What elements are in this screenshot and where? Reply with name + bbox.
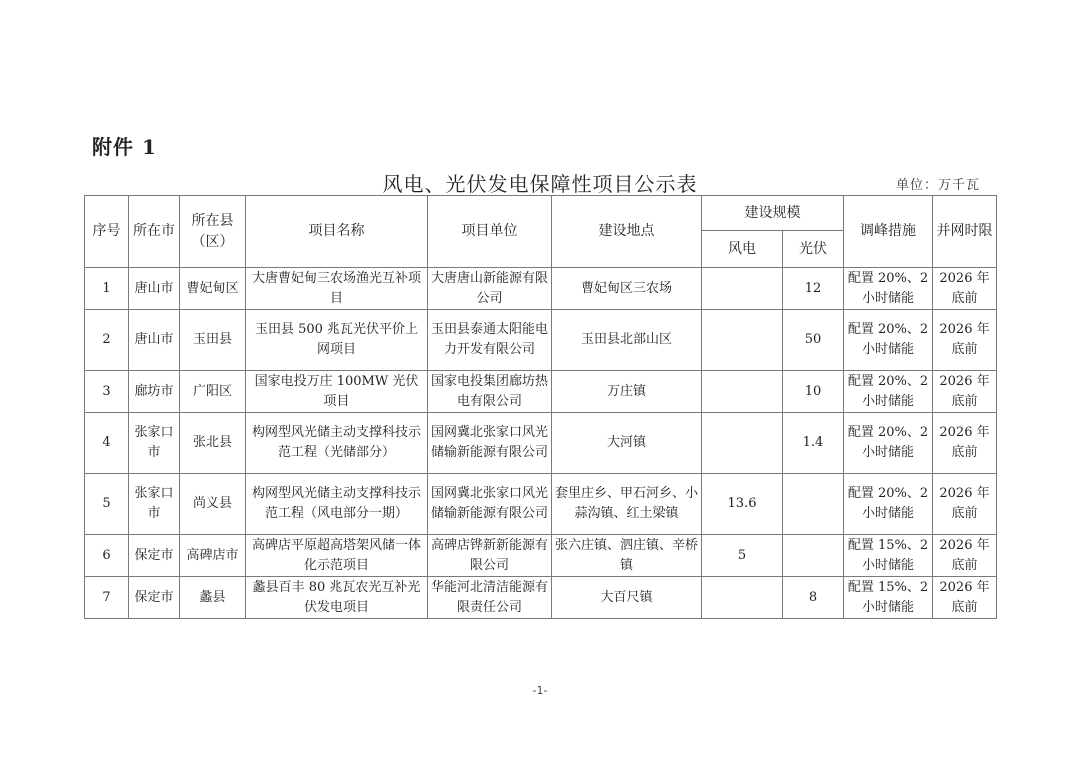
cell-city: 张家口市 (129, 413, 180, 474)
cell-peak-measures: 配置 15%、2 小时储能 (844, 535, 933, 577)
cell-county: 张北县 (180, 413, 246, 474)
table-row (85, 577, 997, 619)
cell-location: 大河镇 (552, 413, 702, 474)
table-row (85, 535, 997, 577)
cell-peak-measures: 配置 20%、2 小时储能 (844, 268, 933, 310)
table-row (85, 310, 997, 371)
header-project-name: 项目名称 (246, 196, 428, 268)
header-location: 建设地点 (552, 196, 702, 268)
cell-solar: 12 (783, 268, 844, 310)
cell-county: 蠡县 (180, 577, 246, 619)
cell-peak-measures: 配置 20%、2 小时储能 (844, 413, 933, 474)
cell-location: 大百尺镇 (552, 577, 702, 619)
header-wind: 风电 (702, 231, 783, 268)
cell-location: 曹妃甸区三农场 (552, 268, 702, 310)
table-title: 风电、光伏发电保障性项目公示表 (382, 172, 698, 196)
cell-grid-time: 2026 年底前 (933, 413, 997, 474)
cell-wind (702, 577, 783, 619)
header-company: 项目单位 (428, 196, 552, 268)
cell-seq: 1 (85, 268, 129, 310)
table-row (85, 268, 997, 310)
cell-solar: 10 (783, 371, 844, 413)
projects-table (84, 195, 997, 619)
cell-peak-measures: 配置 20%、2 小时储能 (844, 310, 933, 371)
cell-wind: 13.6 (702, 474, 783, 535)
cell-peak-measures: 配置 20%、2 小时储能 (844, 474, 933, 535)
cell-location: 张六庄镇、泗庄镇、辛桥镇 (552, 535, 702, 577)
cell-company: 国家电投集团廊坊热电有限公司 (428, 371, 552, 413)
cell-city: 保定市 (129, 577, 180, 619)
cell-peak-measures: 配置 20%、2 小时储能 (844, 371, 933, 413)
header-city: 所在市 (129, 196, 180, 268)
cell-city: 唐山市 (129, 268, 180, 310)
cell-city: 廊坊市 (129, 371, 180, 413)
cell-seq: 6 (85, 535, 129, 577)
cell-project-name: 玉田县 500 兆瓦光伏平价上网项目 (246, 310, 428, 371)
cell-seq: 2 (85, 310, 129, 371)
cell-company: 国网冀北张家口风光储输新能源有限公司 (428, 474, 552, 535)
cell-grid-time: 2026 年底前 (933, 474, 997, 535)
cell-location: 玉田县北部山区 (552, 310, 702, 371)
cell-solar: 50 (783, 310, 844, 371)
cell-city: 保定市 (129, 535, 180, 577)
cell-grid-time: 2026 年底前 (933, 371, 997, 413)
table-row (85, 413, 997, 474)
cell-company: 华能河北清洁能源有限责任公司 (428, 577, 552, 619)
cell-grid-time: 2026 年底前 (933, 310, 997, 371)
header-peak-measures: 调峰措施 (844, 196, 933, 268)
header-seq: 序号 (85, 196, 129, 268)
cell-county: 尚义县 (180, 474, 246, 535)
cell-project-name: 蠡县百丰 80 兆瓦农光互补光伏发电项目 (246, 577, 428, 619)
cell-seq: 3 (85, 371, 129, 413)
cell-county: 广阳区 (180, 371, 246, 413)
cell-solar (783, 474, 844, 535)
header-scale: 建设规模 (702, 196, 844, 231)
cell-wind (702, 268, 783, 310)
cell-company: 大唐唐山新能源有限公司 (428, 268, 552, 310)
header-grid-time: 并网时限 (933, 196, 997, 268)
cell-company: 玉田县泰通太阳能电力开发有限公司 (428, 310, 552, 371)
cell-project-name: 国家电投万庄 100MW 光伏项目 (246, 371, 428, 413)
cell-location: 万庄镇 (552, 371, 702, 413)
cell-county: 玉田县 (180, 310, 246, 371)
cell-wind (702, 310, 783, 371)
cell-seq: 4 (85, 413, 129, 474)
cell-project-name: 构网型风光储主动支撑科技示范工程（风电部分一期） (246, 474, 428, 535)
cell-county: 高碑店市 (180, 535, 246, 577)
page-number: -1- (532, 684, 548, 697)
cell-county: 曹妃甸区 (180, 268, 246, 310)
header-solar: 光伏 (783, 231, 844, 268)
cell-wind (702, 371, 783, 413)
table-row (85, 371, 997, 413)
cell-project-name: 大唐曹妃甸三农场渔光互补项目 (246, 268, 428, 310)
cell-wind: 5 (702, 535, 783, 577)
cell-location: 套里庄乡、甲石河乡、小蒜沟镇、红土梁镇 (552, 474, 702, 535)
cell-solar (783, 535, 844, 577)
cell-grid-time: 2026 年底前 (933, 577, 997, 619)
cell-project-name: 高碑店平原超高塔架风储一体化示范项目 (246, 535, 428, 577)
cell-company: 国网冀北张家口风光储输新能源有限公司 (428, 413, 552, 474)
cell-wind (702, 413, 783, 474)
header-county: 所在县（区） (180, 196, 246, 268)
attachment-label: 附件 1 (92, 135, 157, 159)
cell-grid-time: 2026 年底前 (933, 268, 997, 310)
cell-project-name: 构网型风光储主动支撑科技示范工程（光储部分） (246, 413, 428, 474)
table-row (85, 474, 997, 535)
cell-solar: 1.4 (783, 413, 844, 474)
cell-solar: 8 (783, 577, 844, 619)
cell-city: 张家口市 (129, 474, 180, 535)
cell-grid-time: 2026 年底前 (933, 535, 997, 577)
cell-seq: 5 (85, 474, 129, 535)
cell-seq: 7 (85, 577, 129, 619)
cell-company: 高碑店铧新新能源有限公司 (428, 535, 552, 577)
unit-label: 单位：万千瓦 (896, 178, 981, 193)
cell-peak-measures: 配置 15%、2 小时储能 (844, 577, 933, 619)
cell-city: 唐山市 (129, 310, 180, 371)
